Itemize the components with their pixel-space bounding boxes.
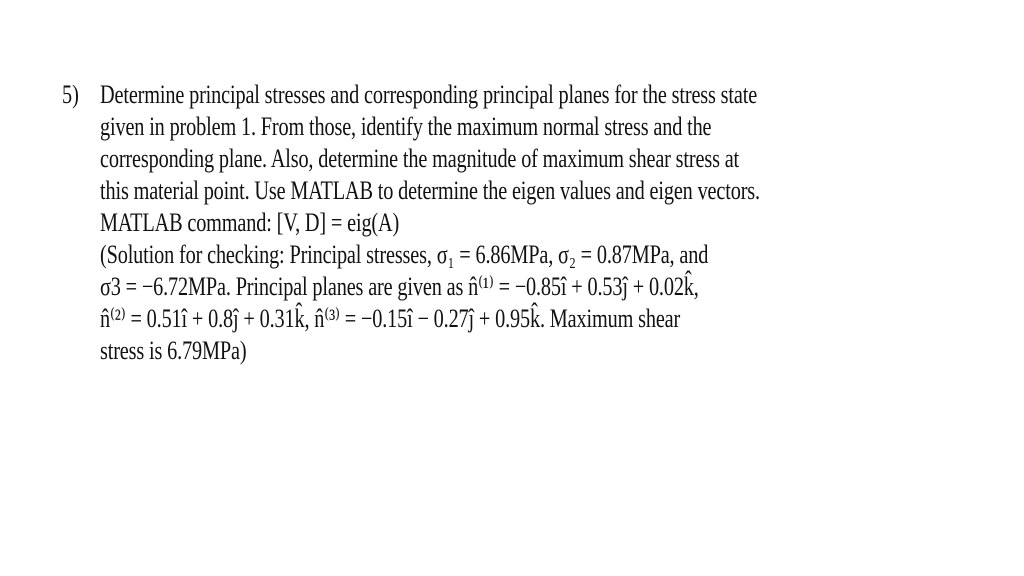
- solution-line-1: (Solution for checking: Principal stresses, σ₁ = 6.86MPa, σ₂ = 0.87MPa, and: [100, 240, 709, 269]
- problem-number: 5): [62, 80, 79, 109]
- problem-text: [100, 80, 942, 366]
- solution-line-3: n̂⁽²⁾ = 0.51î + 0.8ĵ + 0.31k̂, n̂⁽³⁾ = −0.15î − 0.27ĵ + 0.95k̂. Maximum shear: [100, 304, 681, 333]
- problem-line-3: corresponding plane. Also, determine the magnitude of maximum shear stress at: [100, 144, 740, 173]
- solution-line-2: σ3 = −6.72MPa. Principal planes are given as n̂⁽¹⁾ = −0.85î + 0.53ĵ + 0.02k̂,: [100, 272, 699, 301]
- problem-line-1: Determine principal stresses and corresponding principal planes for the stress state: [100, 80, 758, 109]
- matlab-command-line: MATLAB command: [V, D] = eig(A): [100, 208, 400, 237]
- problem-line-2: given in problem 1. From those, identify the maximum normal stress and the: [100, 112, 712, 141]
- solution-line-4: stress is 6.79MPa): [100, 336, 247, 365]
- problem-line-4: this material point. Use MATLAB to determine the eigen values and eigen vectors.: [100, 176, 760, 205]
